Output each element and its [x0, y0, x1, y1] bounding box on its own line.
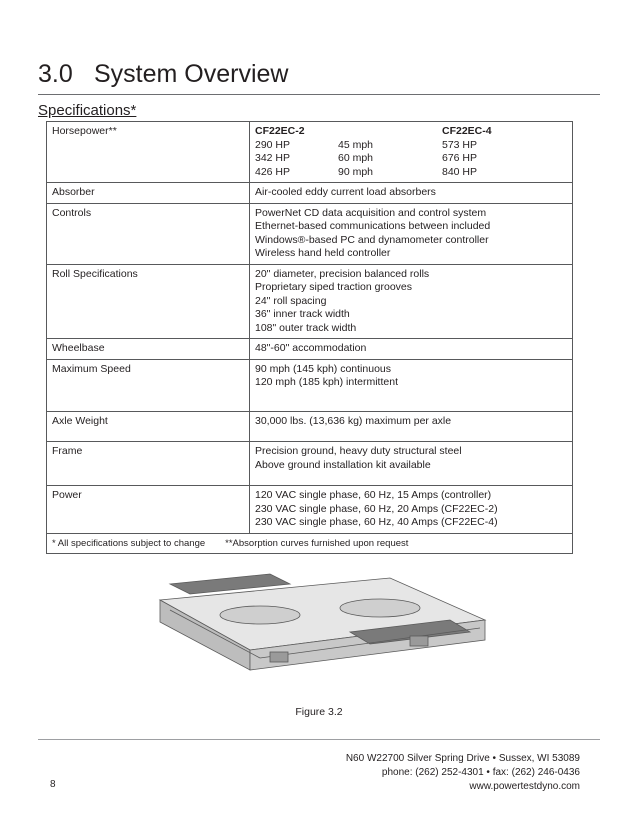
specifications-body — [47, 122, 573, 534]
table-row — [47, 442, 573, 486]
spec-label: Maximum Speed — [47, 359, 250, 411]
footer-address: N60 W22700 Silver Spring Drive • Sussex, WI 53089 — [345, 753, 580, 764]
table-row — [47, 264, 573, 339]
spec-value — [250, 486, 573, 534]
spec-label: Absorber — [47, 183, 250, 204]
footnote-row — [47, 533, 573, 554]
table-row — [47, 183, 573, 204]
hp-a: 342 HP — [255, 152, 291, 164]
horsepower-values — [250, 122, 573, 183]
footer-website: www.powertestdyno.com — [469, 781, 580, 792]
model-a-header: CF22EC-2 — [255, 125, 305, 137]
hp-b: 573 HP — [442, 138, 478, 151]
spec-line: Air-cooled eddy current load absorbers — [255, 186, 436, 198]
hp-a: 426 HP — [255, 165, 291, 178]
spec-label: Axle Weight — [47, 411, 250, 442]
model-b-header: CF22EC-4 — [442, 125, 492, 137]
hp-speed: 60 mph — [338, 152, 374, 164]
spec-value — [250, 359, 573, 411]
spec-line: Precision ground, heavy duty structural steel — [255, 445, 462, 457]
hp-speed: 90 mph — [338, 165, 374, 178]
specifications-table — [46, 121, 573, 554]
figure-caption: Figure 3.2 — [295, 706, 343, 718]
spec-value — [250, 264, 573, 339]
heading-rule — [38, 94, 600, 95]
spec-value — [250, 203, 573, 264]
spec-label: Roll Specifications — [47, 264, 250, 339]
spec-label: Frame — [47, 442, 250, 486]
spec-line: PowerNet CD data acquisition and control system — [255, 206, 487, 219]
hp-b: 676 HP — [442, 152, 478, 164]
spec-value — [250, 442, 573, 486]
spec-label: Power — [47, 486, 250, 534]
spec-line: Ethernet-based communications between included — [255, 220, 491, 232]
footnotes — [47, 533, 573, 554]
table-row — [47, 359, 573, 411]
footer-phone: phone: (262) 252-4301 • fax: (262) 246-0436 — [381, 767, 580, 778]
page-number: 8 — [50, 779, 56, 790]
section-title: System Overview — [94, 60, 289, 88]
spec-line: Windows®-based PC and dynamometer controller — [255, 233, 489, 246]
table-row — [47, 122, 573, 183]
dynamometer-illustration — [150, 570, 490, 698]
footnote-absorption: **Absorption curves furnished upon request — [225, 537, 409, 549]
spec-line: 90 mph (145 kph) continuous — [255, 362, 392, 375]
spec-value — [250, 183, 573, 204]
spec-line: 230 VAC single phase, 60 Hz, 40 Amps (CF22EC-4) — [255, 516, 498, 528]
spec-label: Horsepower** — [47, 122, 250, 183]
spec-line: 120 VAC single phase, 60 Hz, 15 Amps (controller) — [255, 489, 492, 501]
footer-address-block — [346, 752, 580, 794]
section-number: 3.0 — [38, 60, 73, 88]
hp-a: 290 HP — [255, 138, 291, 151]
table-row — [47, 203, 573, 264]
spec-line: Wireless hand held controller — [255, 247, 391, 259]
hp-b: 840 HP — [442, 165, 478, 178]
spec-line: 24" roll spacing — [255, 294, 327, 307]
specifications-heading: Specifications* — [38, 102, 137, 119]
footnote-change: * All specifications subject to change — [52, 537, 206, 549]
speed-header-spacer — [338, 125, 442, 139]
spec-line: 120 mph (185 kph) intermittent — [255, 376, 398, 388]
table-row — [47, 339, 573, 360]
hp-speed: 45 mph — [338, 138, 374, 151]
spec-line: 36" inner track width — [255, 308, 350, 320]
spec-line: 108" outer track width — [255, 321, 357, 334]
spec-label: Wheelbase — [47, 339, 250, 360]
spec-label: Controls — [47, 203, 250, 264]
page-title — [38, 60, 288, 89]
spec-value — [250, 339, 573, 360]
spec-line: 30,000 lbs. (13,636 kg) maximum per axle — [255, 414, 452, 427]
spec-line: 230 VAC single phase, 60 Hz, 20 Amps (CF22EC-2) — [255, 502, 498, 515]
horsepower-grid — [255, 125, 567, 179]
spec-line: 48"-60" accommodation — [255, 342, 367, 354]
table-row — [47, 411, 573, 442]
table-row — [47, 486, 573, 534]
spec-line: Above ground installation kit available — [255, 458, 431, 471]
footer-rule — [38, 739, 600, 740]
spec-line: 20" diameter, precision balanced rolls — [255, 267, 430, 280]
spec-value — [250, 411, 573, 442]
spec-line: Proprietary siped traction grooves — [255, 281, 412, 293]
